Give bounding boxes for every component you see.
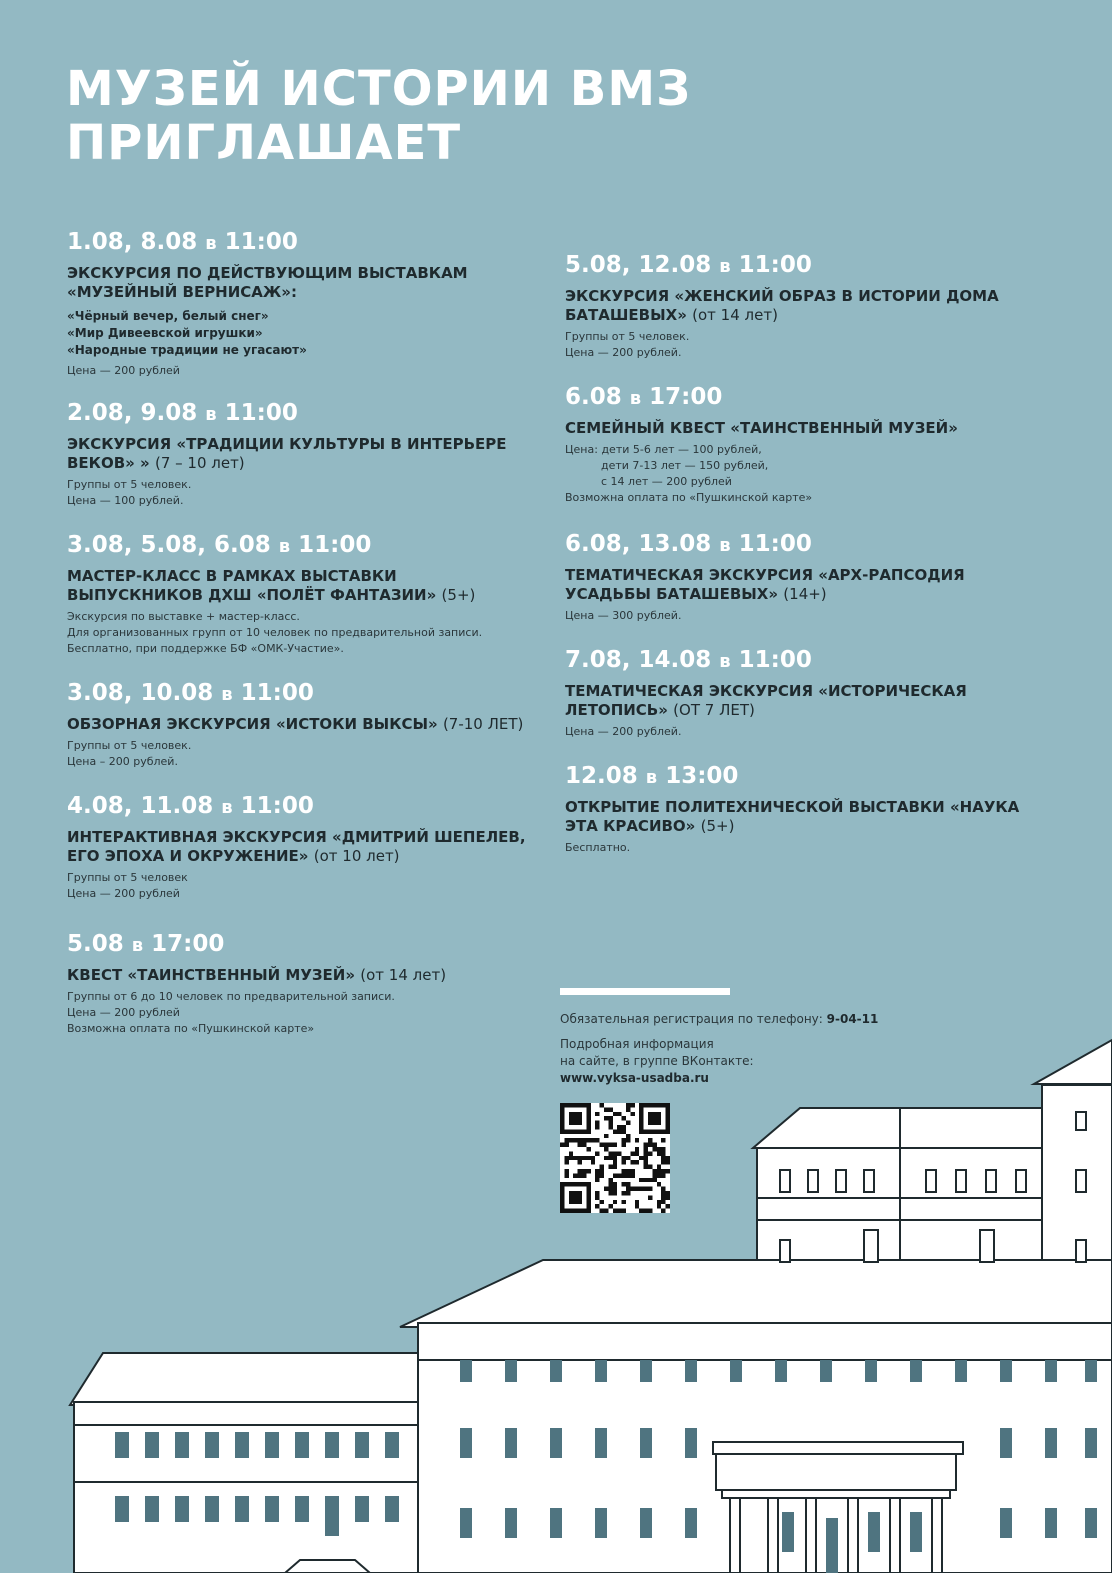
event-date bbox=[565, 383, 1035, 413]
event-title bbox=[67, 567, 537, 605]
event-detail-line: Экскурсия по выставке + мастер-класс. bbox=[67, 610, 300, 623]
event-item bbox=[565, 383, 1035, 506]
event-title bbox=[565, 798, 1035, 836]
event-time: 11:00 bbox=[224, 229, 298, 255]
event-title-text: ОБЗОРНАЯ ЭКСКУРСИЯ «ИСТОКИ ВЫКСЫ» bbox=[67, 715, 438, 733]
event-title-text: СЕМЕЙНЫЙ КВЕСТ «ТАИНСТВЕННЫЙ МУЗЕЙ» bbox=[565, 419, 958, 437]
event-detail-line: Группы от 5 человек bbox=[67, 871, 188, 884]
event-age: (7 – 10 лет) bbox=[154, 454, 245, 472]
event-title bbox=[565, 566, 1035, 604]
event-title bbox=[565, 682, 1035, 720]
title-line-2: ПРИГЛАШАЕТ bbox=[66, 115, 462, 171]
event-item bbox=[565, 251, 1035, 361]
event-detail-line: Цена — 200 рублей bbox=[67, 887, 180, 900]
page-title bbox=[66, 62, 691, 170]
event-title-text: МАСТЕР-КЛАСС В РАМКАХ ВЫСТАВКИ ВЫПУСКНИКОВ ДХШ «ПОЛЁТ ФАНТАЗИИ» bbox=[67, 567, 437, 604]
event-date bbox=[67, 930, 537, 960]
event-date bbox=[565, 646, 1035, 676]
event-details bbox=[565, 442, 1035, 506]
registration-line bbox=[560, 1011, 960, 1028]
event-title bbox=[67, 715, 537, 734]
event-details bbox=[565, 608, 1035, 624]
event-time: 11:00 bbox=[240, 680, 314, 706]
event-date-connector: в bbox=[221, 797, 233, 818]
event-item bbox=[67, 679, 537, 770]
exhibition-name: «Народные традиции не угасают» bbox=[67, 343, 307, 357]
event-date-connector: в bbox=[719, 256, 731, 277]
event-details bbox=[67, 738, 537, 770]
event-item bbox=[565, 530, 1035, 624]
event-age: (от 14 лет) bbox=[692, 306, 778, 324]
event-item bbox=[67, 792, 537, 902]
event-details bbox=[67, 870, 537, 902]
event-age: (5+) bbox=[700, 817, 735, 835]
event-date-connector: в bbox=[719, 535, 731, 556]
event-details bbox=[565, 329, 1035, 361]
event-detail-line: Бесплатно. bbox=[565, 841, 631, 854]
event-date-connector: в bbox=[278, 536, 291, 557]
info-line-1: Подробная информация bbox=[560, 1037, 714, 1051]
event-detail-line: Группы от 5 человек. bbox=[67, 478, 192, 491]
event-item bbox=[67, 531, 537, 657]
event-details bbox=[67, 477, 537, 509]
event-date bbox=[565, 762, 1035, 792]
event-detail-line: Возможна оплата по «Пушкинской карте» bbox=[67, 1022, 315, 1035]
event-details bbox=[565, 840, 1035, 856]
event-detail-line: Группы от 5 человек. bbox=[565, 330, 690, 343]
event-date-days: 4.08, 11.08 bbox=[67, 793, 214, 819]
event-details bbox=[67, 363, 537, 379]
event-detail-line: Группы от 5 человек. bbox=[67, 739, 192, 752]
event-time: 11:00 bbox=[298, 532, 372, 558]
event-date-connector: в bbox=[221, 684, 233, 705]
event-detail-line: Цена — 200 рублей. bbox=[565, 725, 682, 738]
event-age: (14+) bbox=[783, 585, 827, 603]
event-detail-line: Бесплатно, при поддержке БФ «ОМК-Участие». bbox=[67, 642, 344, 655]
event-detail-line: Цена: дети 5-6 лет — 100 рублей, bbox=[565, 443, 762, 456]
event-time: 11:00 bbox=[738, 531, 812, 557]
museum-building-illustration bbox=[0, 1030, 1112, 1573]
event-date-connector: в bbox=[645, 767, 658, 788]
event-age: (от 10 лет) bbox=[313, 847, 400, 865]
event-time: 17:00 bbox=[151, 931, 225, 957]
event-date bbox=[565, 251, 1035, 281]
event-date-days: 7.08, 14.08 bbox=[565, 647, 712, 673]
event-title-text: ТЕМАТИЧЕСКАЯ ЭКСКУРСИЯ «АРХ-РАПСОДИЯ УСАДЬБЫ БАТАШЕВЫХ» bbox=[565, 566, 965, 603]
event-date-days: 3.08, 10.08 bbox=[67, 680, 214, 706]
event-details bbox=[565, 724, 1035, 740]
event-detail-line: Цена — 200 рублей. bbox=[565, 346, 682, 359]
event-detail-line: Цена — 200 рублей bbox=[67, 364, 180, 377]
event-date-days: 12.08 bbox=[565, 763, 638, 789]
event-detail-line: Цена – 200 рублей. bbox=[67, 755, 178, 768]
event-date-connector: в bbox=[205, 233, 217, 254]
event-time: 11:00 bbox=[224, 400, 298, 426]
event-item bbox=[67, 399, 537, 509]
event-date-days: 2.08, 9.08 bbox=[67, 400, 198, 426]
event-date-connector: в bbox=[205, 404, 217, 425]
event-title-text: ЭКСКУРСИЯ «ЖЕНСКИЙ ОБРАЗ В ИСТОРИИ ДОМА БАТАШЕВЫХ» bbox=[565, 287, 999, 324]
event-time: 11:00 bbox=[738, 252, 812, 278]
event-title-text: ОТКРЫТИЕ ПОЛИТЕХНИЧЕСКОЙ ВЫСТАВКИ «НАУКА ЭТА КРАСИВО» bbox=[565, 798, 1020, 835]
event-date-connector: в bbox=[629, 388, 642, 409]
event-detail-line: Цена — 100 рублей. bbox=[67, 494, 184, 507]
event-title-text: ТЕМАТИЧЕСКАЯ ЭКСКУРСИЯ «ИСТОРИЧЕСКАЯ ЛЕТОПИСЬ» bbox=[565, 682, 967, 719]
footer-divider bbox=[560, 988, 730, 995]
event-title-text: ЭКСКУРСИЯ «ТРАДИЦИИ КУЛЬТУРЫ В ИНТЕРЬЕРЕ ВЕКОВ» » bbox=[67, 435, 507, 472]
event-title bbox=[67, 966, 537, 985]
event-title bbox=[565, 419, 1035, 438]
event-time: 17:00 bbox=[649, 384, 723, 410]
event-age: (5+) bbox=[441, 586, 476, 604]
event-title bbox=[67, 264, 537, 302]
event-age: (от 14 лет) bbox=[360, 966, 447, 984]
title-line-1: МУЗЕЙ ИСТОРИИ ВМЗ bbox=[66, 61, 692, 117]
event-title bbox=[67, 435, 537, 473]
event-detail-line: Цена — 200 рублей bbox=[67, 1006, 180, 1019]
event-title bbox=[67, 828, 537, 866]
event-age: (7-10 ЛЕТ) bbox=[442, 715, 524, 733]
event-date bbox=[67, 792, 537, 822]
event-date-days: 3.08, 5.08, 6.08 bbox=[67, 532, 271, 558]
event-item bbox=[67, 930, 537, 1037]
exhibition-name: «Мир Дивеевской игрушки» bbox=[67, 326, 263, 340]
event-date-connector: в bbox=[131, 935, 144, 956]
event-title-text: КВЕСТ «ТАИНСТВЕННЫЙ МУЗЕЙ» bbox=[67, 966, 356, 984]
event-detail-line: Группы от 6 до 10 человек по предварительной записи. bbox=[67, 990, 395, 1003]
event-time: 11:00 bbox=[738, 647, 812, 673]
event-item bbox=[565, 762, 1035, 856]
right-event-column bbox=[565, 251, 1035, 878]
event-time: 13:00 bbox=[665, 763, 739, 789]
event-date bbox=[67, 679, 537, 709]
event-date-days: 6.08 bbox=[565, 384, 622, 410]
event-date-days: 1.08, 8.08 bbox=[67, 229, 198, 255]
event-date-days: 5.08, 12.08 bbox=[565, 252, 712, 278]
event-detail-line: дети 7-13 лет — 150 рублей, bbox=[601, 459, 769, 472]
event-date-connector: в bbox=[719, 651, 731, 672]
event-detail-line: Цена — 300 рублей. bbox=[565, 609, 682, 622]
event-time: 11:00 bbox=[240, 793, 314, 819]
event-detail-line: Возможна оплата по «Пушкинской карте» bbox=[565, 491, 813, 504]
event-age: (ОТ 7 ЛЕТ) bbox=[673, 701, 755, 719]
event-item bbox=[67, 228, 537, 379]
event-item bbox=[565, 646, 1035, 740]
event-date bbox=[67, 399, 537, 429]
event-date bbox=[67, 531, 537, 561]
website-link[interactable]: www.vyksa-usadba.ru bbox=[560, 1071, 709, 1085]
event-date bbox=[67, 228, 537, 258]
event-exhibitions bbox=[67, 308, 537, 359]
event-title-text: ЭКСКУРСИЯ ПО ДЕЙСТВУЮЩИМ ВЫСТАВКАМ «МУЗЕЙНЫЙ ВЕРНИСАЖ»: bbox=[67, 264, 468, 301]
event-detail-line: Для организованных групп от 10 человек по предварительной записи. bbox=[67, 626, 483, 639]
phone-number[interactable]: 9-04-11 bbox=[826, 1012, 879, 1026]
event-title bbox=[565, 287, 1035, 325]
event-date bbox=[565, 530, 1035, 560]
event-date-days: 6.08, 13.08 bbox=[565, 531, 712, 557]
event-title-text: ИНТЕРАКТИВНАЯ ЭКСКУРСИЯ «ДМИТРИЙ ШЕПЕЛЕВ, ЕГО ЭПОХА И ОКРУЖЕНИЕ» bbox=[67, 828, 526, 865]
exhibition-name: «Чёрный вечер, белый снег» bbox=[67, 309, 269, 323]
event-detail-line: с 14 лет — 200 рублей bbox=[601, 475, 732, 488]
left-event-column bbox=[67, 228, 537, 1059]
event-details bbox=[67, 609, 537, 657]
event-date-days: 5.08 bbox=[67, 931, 124, 957]
registration-text: Обязательная регистрация по телефону: bbox=[560, 1012, 823, 1026]
info-line-2: на сайте, в группе ВКонтакте: bbox=[560, 1054, 754, 1068]
